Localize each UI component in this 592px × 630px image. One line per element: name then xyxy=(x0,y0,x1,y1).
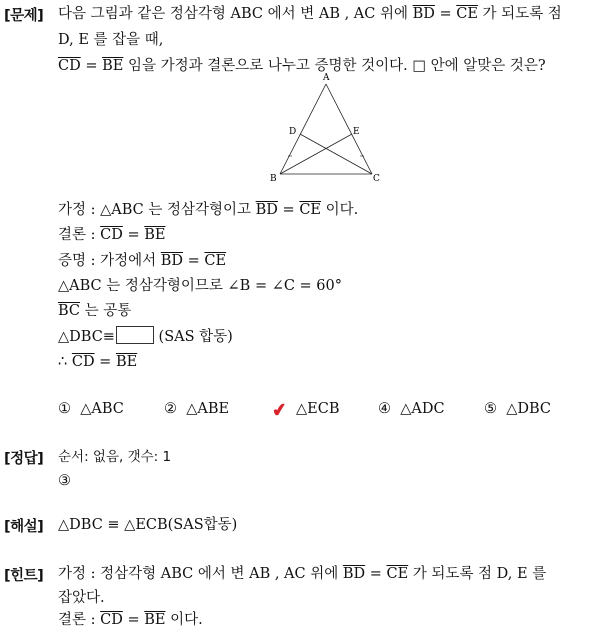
choice-5[interactable]: ⑤ △DBC xyxy=(484,401,552,417)
hint-line-2: 잡았다. xyxy=(58,590,105,606)
given-line: 가정 : △ABC 는 정삼각형이고 $\overline{BD} = \overline{CE}$ 이다. xyxy=(58,202,359,218)
label-a: A xyxy=(323,73,330,83)
segment-dc xyxy=(300,134,372,174)
proof-line-4: △DBC≡ (SAS 합동) xyxy=(58,326,233,347)
choice-2[interactable]: ② △ABE xyxy=(164,401,230,417)
label-b: B xyxy=(270,174,277,184)
conclusion-line: 결론 : $\overline{CD} = \overline{BE}$ xyxy=(58,227,166,243)
label-d: D xyxy=(289,127,297,137)
segment-eb xyxy=(280,134,352,174)
side-ab xyxy=(280,84,326,174)
triangle-figure xyxy=(262,70,392,185)
segment-cd: $\overline{CD}$ xyxy=(58,58,81,74)
problem-line-1 xyxy=(58,4,562,24)
side-ac xyxy=(326,84,372,174)
hint-line-1: 가정 : 정삼각형 ABC 에서 변 AB , AC 위에 $\overline{BD} = \overline{CE}$ 가 되도록 점 D, E 를 xyxy=(58,566,547,582)
hint-line-3: 결론 : $\overline{CD} = \overline{BE}$ 이다. xyxy=(58,612,203,628)
choice-3[interactable]: △ECB xyxy=(296,401,340,417)
answer-line-1: 순서: 없음, 갯수: 1 xyxy=(58,449,172,465)
label-e: E xyxy=(353,127,360,137)
checkmark-icon: ✔ xyxy=(270,399,289,422)
choice-4[interactable]: ④ △ADC xyxy=(378,401,445,417)
answer-blank-box[interactable] xyxy=(116,326,154,344)
therefore-line: ∴ $\overline{CD} = \overline{BE}$ xyxy=(58,354,138,370)
segment-bd: $\overline{BD}$ xyxy=(412,6,435,22)
explanation-text: △DBC ≡ △ECB(SAS합동) xyxy=(58,517,238,533)
problem-text: 가 되도록 점 xyxy=(477,6,562,22)
answer-line-2: ③ xyxy=(58,473,71,489)
equals: = xyxy=(434,6,457,22)
proof-line-3: $\overline{BC}$ 는 공통 xyxy=(58,303,132,319)
proof-line-2: △ABC 는 정삼각형이므로 ∠B = ∠C = 60° xyxy=(58,278,343,294)
segment-ce: $\overline{CE}$ xyxy=(456,6,478,22)
choice-1[interactable]: ① △ABC xyxy=(58,401,124,417)
problem-text: 임을 가정과 결론으로 나누고 증명한 것이다. □ 안에 알맞은 것은? xyxy=(123,58,546,74)
hint-tag: [힌트] xyxy=(4,568,44,584)
label-c: C xyxy=(373,174,380,184)
explanation-tag: [해설] xyxy=(4,519,44,535)
equals: = xyxy=(80,58,103,74)
answer-tag: [정답] xyxy=(4,451,44,467)
problem-tag: [문제] xyxy=(4,8,44,24)
problem-text: 다음 그림과 같은 정삼각형 ABC 에서 변 AB , AC 위에 xyxy=(58,6,413,22)
segment-be: $\overline{BE}$ xyxy=(102,58,124,74)
problem-line-2: D, E 를 잡을 때, xyxy=(58,32,164,48)
proof-line-1: 증명 : 가정에서 $\overline{BD} = \overline{CE}$ xyxy=(58,253,227,269)
